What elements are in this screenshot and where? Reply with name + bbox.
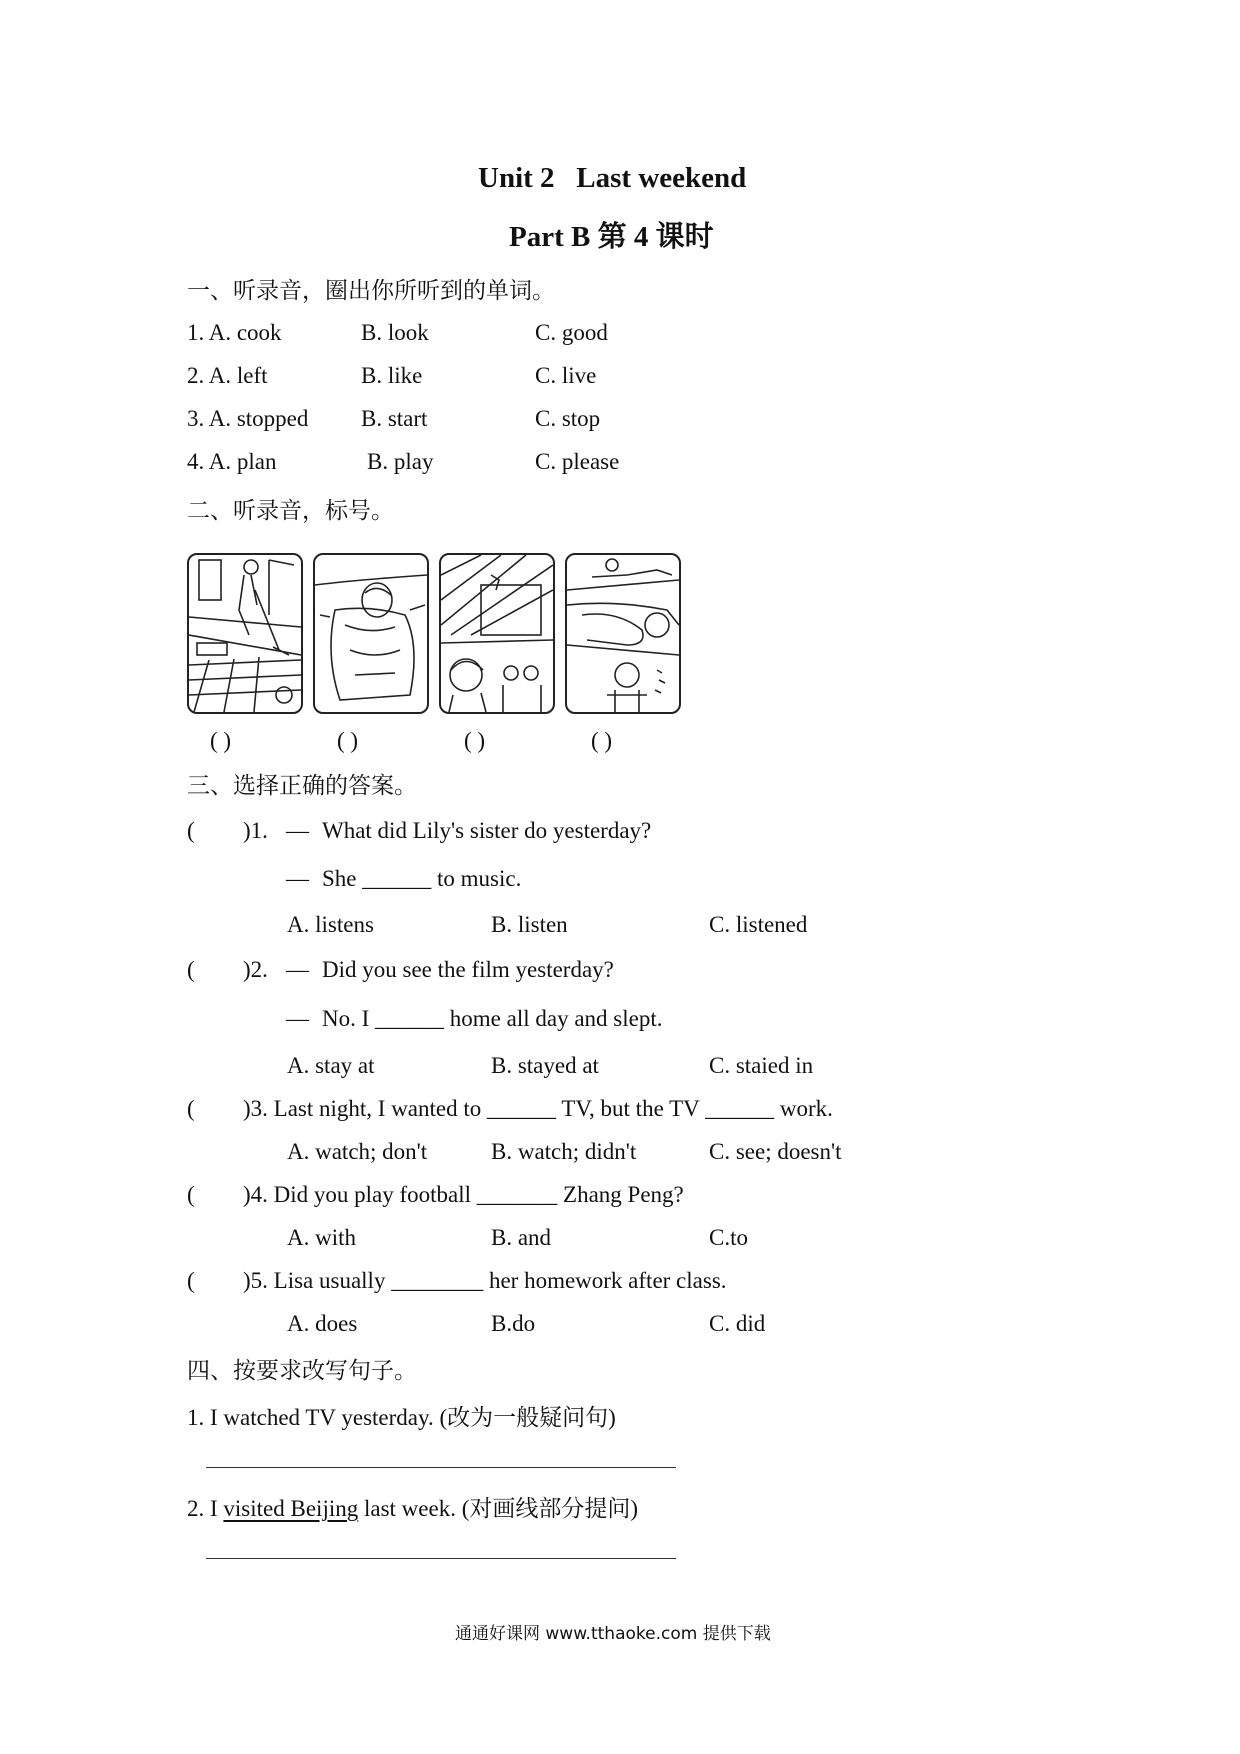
q1-answer-dash: — — [286, 866, 309, 891]
q3-option-b: B. watch; didn't — [491, 1139, 637, 1164]
answer-line-2[interactable] — [206, 1558, 676, 1559]
section3-heading: 三、选择正确的答案。 — [187, 773, 417, 799]
q1-option-a: A. listens — [287, 912, 374, 937]
q2-question: Did you see the film yesterday? — [322, 957, 614, 982]
q5-option-a: A. does — [287, 1311, 358, 1336]
q5-option-c: C. did — [709, 1311, 766, 1336]
s1-item1-a: 1. A. cook — [187, 320, 282, 345]
q2-dash: — — [286, 957, 309, 982]
picture-reading-and-lying — [565, 553, 681, 714]
section1-heading: 一、听录音，圈出你所听到的单词。 — [187, 278, 555, 304]
picture-bracket-2: ( ) — [337, 728, 359, 753]
q4-option-c: C.to — [709, 1225, 748, 1250]
q4-text: )4. Did you play football _______ Zhang Peng? — [243, 1182, 684, 1207]
s1-item2-c: C. live — [535, 363, 597, 388]
page-title: Unit 2 Last weekend — [478, 162, 747, 194]
q3-paren: ( — [187, 1096, 195, 1121]
q4-option-b: B. and — [491, 1225, 552, 1250]
section2-heading: 二、听录音，标号。 — [187, 498, 394, 524]
q2-answer: No. I ______ home all day and slept. — [322, 1006, 663, 1031]
cinema-icon — [441, 555, 553, 712]
rewrite-sentence-1: 1. I watched TV yesterday. (改为一般疑问句) — [187, 1405, 616, 1430]
s1-item3-c: C. stop — [535, 406, 601, 431]
q1-paren: ( — [187, 818, 195, 843]
q2-paren: ( — [187, 957, 195, 982]
s1-item4-b: B. play — [367, 449, 434, 474]
rewrite-sentence-2-pre: 2. I — [187, 1496, 224, 1521]
picture-sleeping-in-bed — [313, 553, 429, 714]
q2-option-a: A. stay at — [287, 1053, 375, 1078]
underlined-phrase: visited Beijing — [223, 1496, 359, 1521]
q1-option-b: B. listen — [491, 912, 568, 937]
picture-mopping-floor — [187, 553, 303, 714]
sleeping-icon — [315, 555, 427, 712]
q3-option-c: C. see; doesn't — [709, 1139, 842, 1164]
mopping-floor-icon — [189, 555, 301, 712]
s1-item3-a: 3. A. stopped — [187, 406, 309, 431]
q2-option-c: C. staied in — [709, 1053, 814, 1078]
picture-bracket-4: ( ) — [591, 728, 613, 753]
footer-credit: 通通好课网 www.tthaoke.com 提供下载 — [455, 1624, 771, 1644]
reading-icon — [567, 555, 679, 712]
q2-answer-dash: — — [286, 1006, 309, 1031]
page-subtitle: Part B 第 4 课时 — [509, 221, 714, 253]
q5-option-b: B.do — [491, 1311, 536, 1336]
picture-bracket-1: ( ) — [210, 728, 232, 753]
s1-item2-a: 2. A. left — [187, 363, 268, 388]
q1-option-c: C. listened — [709, 912, 808, 937]
picture-bracket-3: ( ) — [464, 728, 486, 753]
q3-option-a: A. watch; don't — [287, 1139, 428, 1164]
q1-question: What did Lily's sister do yesterday? — [322, 818, 652, 843]
q1-answer: She ______ to music. — [322, 866, 522, 891]
picture-watching-film — [439, 553, 555, 714]
rewrite-sentence-2-post: last week. (对画线部分提问) — [358, 1496, 639, 1521]
section4-heading: 四、按要求改写句子。 — [187, 1358, 417, 1384]
s1-item4-c: C. please — [535, 449, 620, 474]
q1-dash: — — [286, 818, 309, 843]
q5-text: )5. Lisa usually ________ her homework after class. — [243, 1268, 727, 1293]
s1-item2-b: B. like — [361, 363, 423, 388]
q2-number: )2. — [243, 957, 268, 982]
s1-item3-b: B. start — [361, 406, 428, 431]
s1-item1-c: C. good — [535, 320, 608, 345]
q1-number: )1. — [243, 818, 268, 843]
q3-text: )3. Last night, I wanted to ______ TV, but the TV ______ work. — [243, 1096, 833, 1121]
q4-paren: ( — [187, 1182, 195, 1207]
answer-line-1[interactable] — [206, 1467, 676, 1468]
rewrite-sentence-2 — [187, 1490, 638, 1523]
s1-item1-b: B. look — [361, 320, 429, 345]
q4-option-a: A. with — [287, 1225, 356, 1250]
s1-item4-a: 4. A. plan — [187, 449, 277, 474]
q2-option-b: B. stayed at — [491, 1053, 599, 1078]
q5-paren: ( — [187, 1268, 195, 1293]
